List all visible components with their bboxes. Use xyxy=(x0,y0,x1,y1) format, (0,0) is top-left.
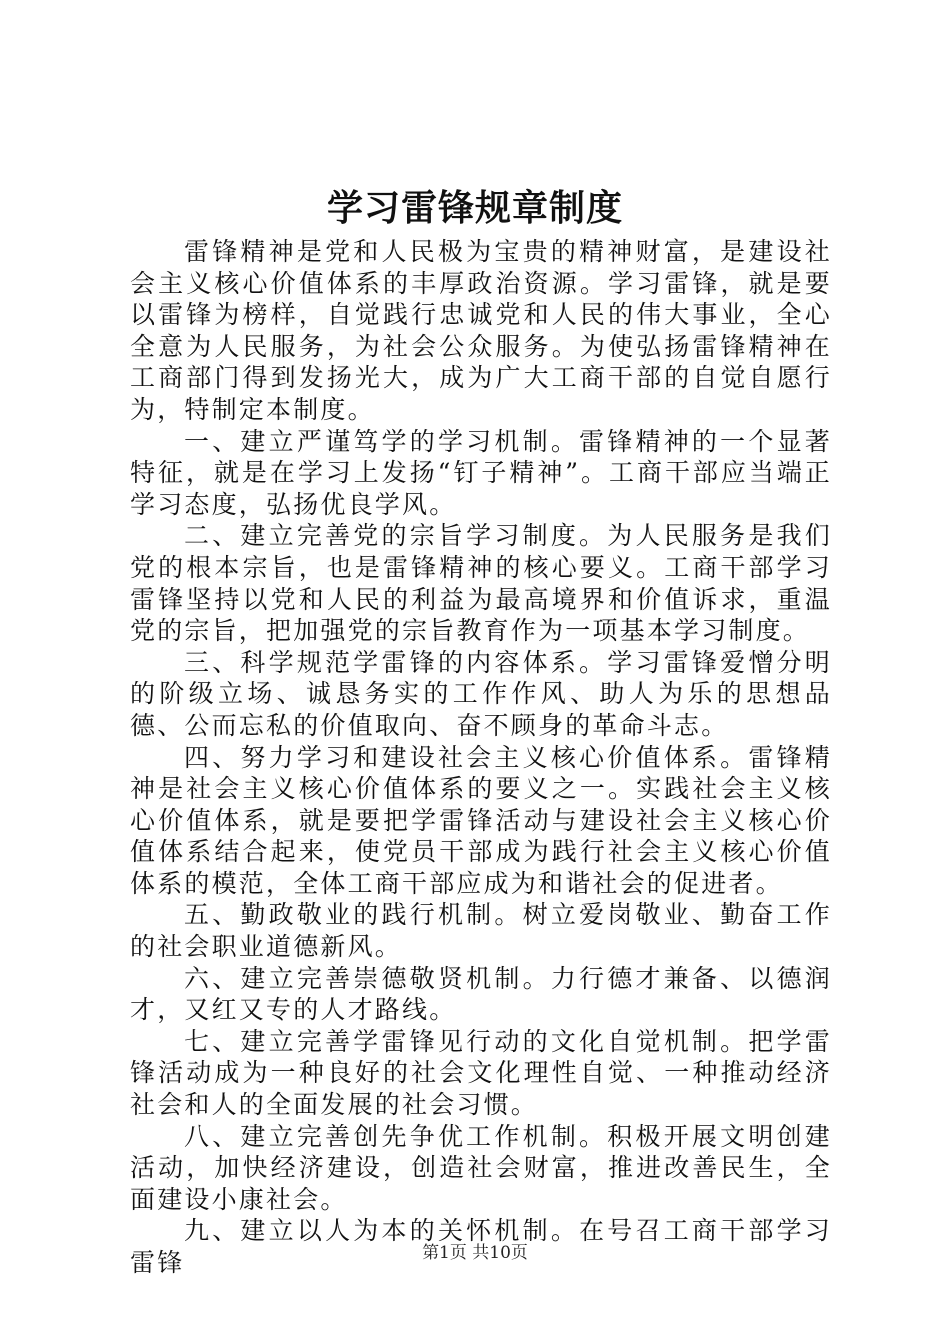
paragraph-3: 三、科学规范学雷锋的内容体系。学习雷锋爱憎分明的阶级立场、诚恳务实的工作作风、助人为乐的思想品德、公而忘私的价值取向、奋不顾身的革命斗志。 xyxy=(130,647,832,740)
paragraph-7: 七、建立完善学雷锋见行动的文化自觉机制。把学雷锋活动成为一种良好的社会文化理性自觉、一种推动经济社会和人的全面发展的社会习惯。 xyxy=(130,1026,832,1120)
paragraph-2: 二、建立完善党的宗旨学习制度。为人民服务是我们党的根本宗旨，也是雷锋精神的核心要义。工商干部学习雷锋坚持以党和人民的利益为最高境界和价值诉求，重温党的宗旨，把加强党的宗旨教育作为一项基本学习制度。 xyxy=(130,521,832,646)
paragraph-6: 六、建立完善崇德敬贤机制。力行德才兼备、以德润才，又红又专的人才路线。 xyxy=(130,963,832,1025)
paragraph-8: 八、建立完善创先争优工作机制。积极开展文明创建活动，加快经济建设，创造社会财富，推进改善民生，全面建设小康社会。 xyxy=(130,1121,832,1214)
paragraph-1: 一、建立严谨笃学的学习机制。雷锋精神的一个显著特征，就是在学习上发扬“钉子精神”。工商干部应当端正学习态度，弘扬优良学风。 xyxy=(130,426,832,519)
document-title: 学习雷锋规章制度 xyxy=(326,187,623,229)
document-body xyxy=(130,236,832,1279)
paragraph-4: 四、努力学习和建设社会主义核心价值体系。雷锋精神是社会主义核心价值体系的要义之一。实践社会主义核心价值体系，就是要把学雷锋活动与建设社会主义核心价值体系结合起来，使党员干部成为践行社会主义核心价值体系的模范，全体工商干部应成为和谐社会的促进者。 xyxy=(130,742,832,898)
paragraph-5: 五、勤政敬业的践行机制。树立爱岗敬业、勤奋工作的社会职业道德新风。 xyxy=(130,900,832,962)
paragraph-9: 九、建立以人为本的关怀机制。在号召工商干部学习雷锋 xyxy=(130,1216,832,1277)
page-footer: 第1页 共10页 xyxy=(422,1243,528,1263)
intro-paragraph: 雷锋精神是党和人民极为宝贵的精神财富，是建设社会主义核心价值体系的丰厚政治资源。学习雷锋，就是要以雷锋为榜样，自觉践行忠诚党和人民的伟大事业，全心全意为人民服务，为社会公众服务。为使弘扬雷锋精神在工商部门得到发扬光大，成为广大工商干部的自觉自愿行为，特制定本制度。 xyxy=(130,237,832,424)
